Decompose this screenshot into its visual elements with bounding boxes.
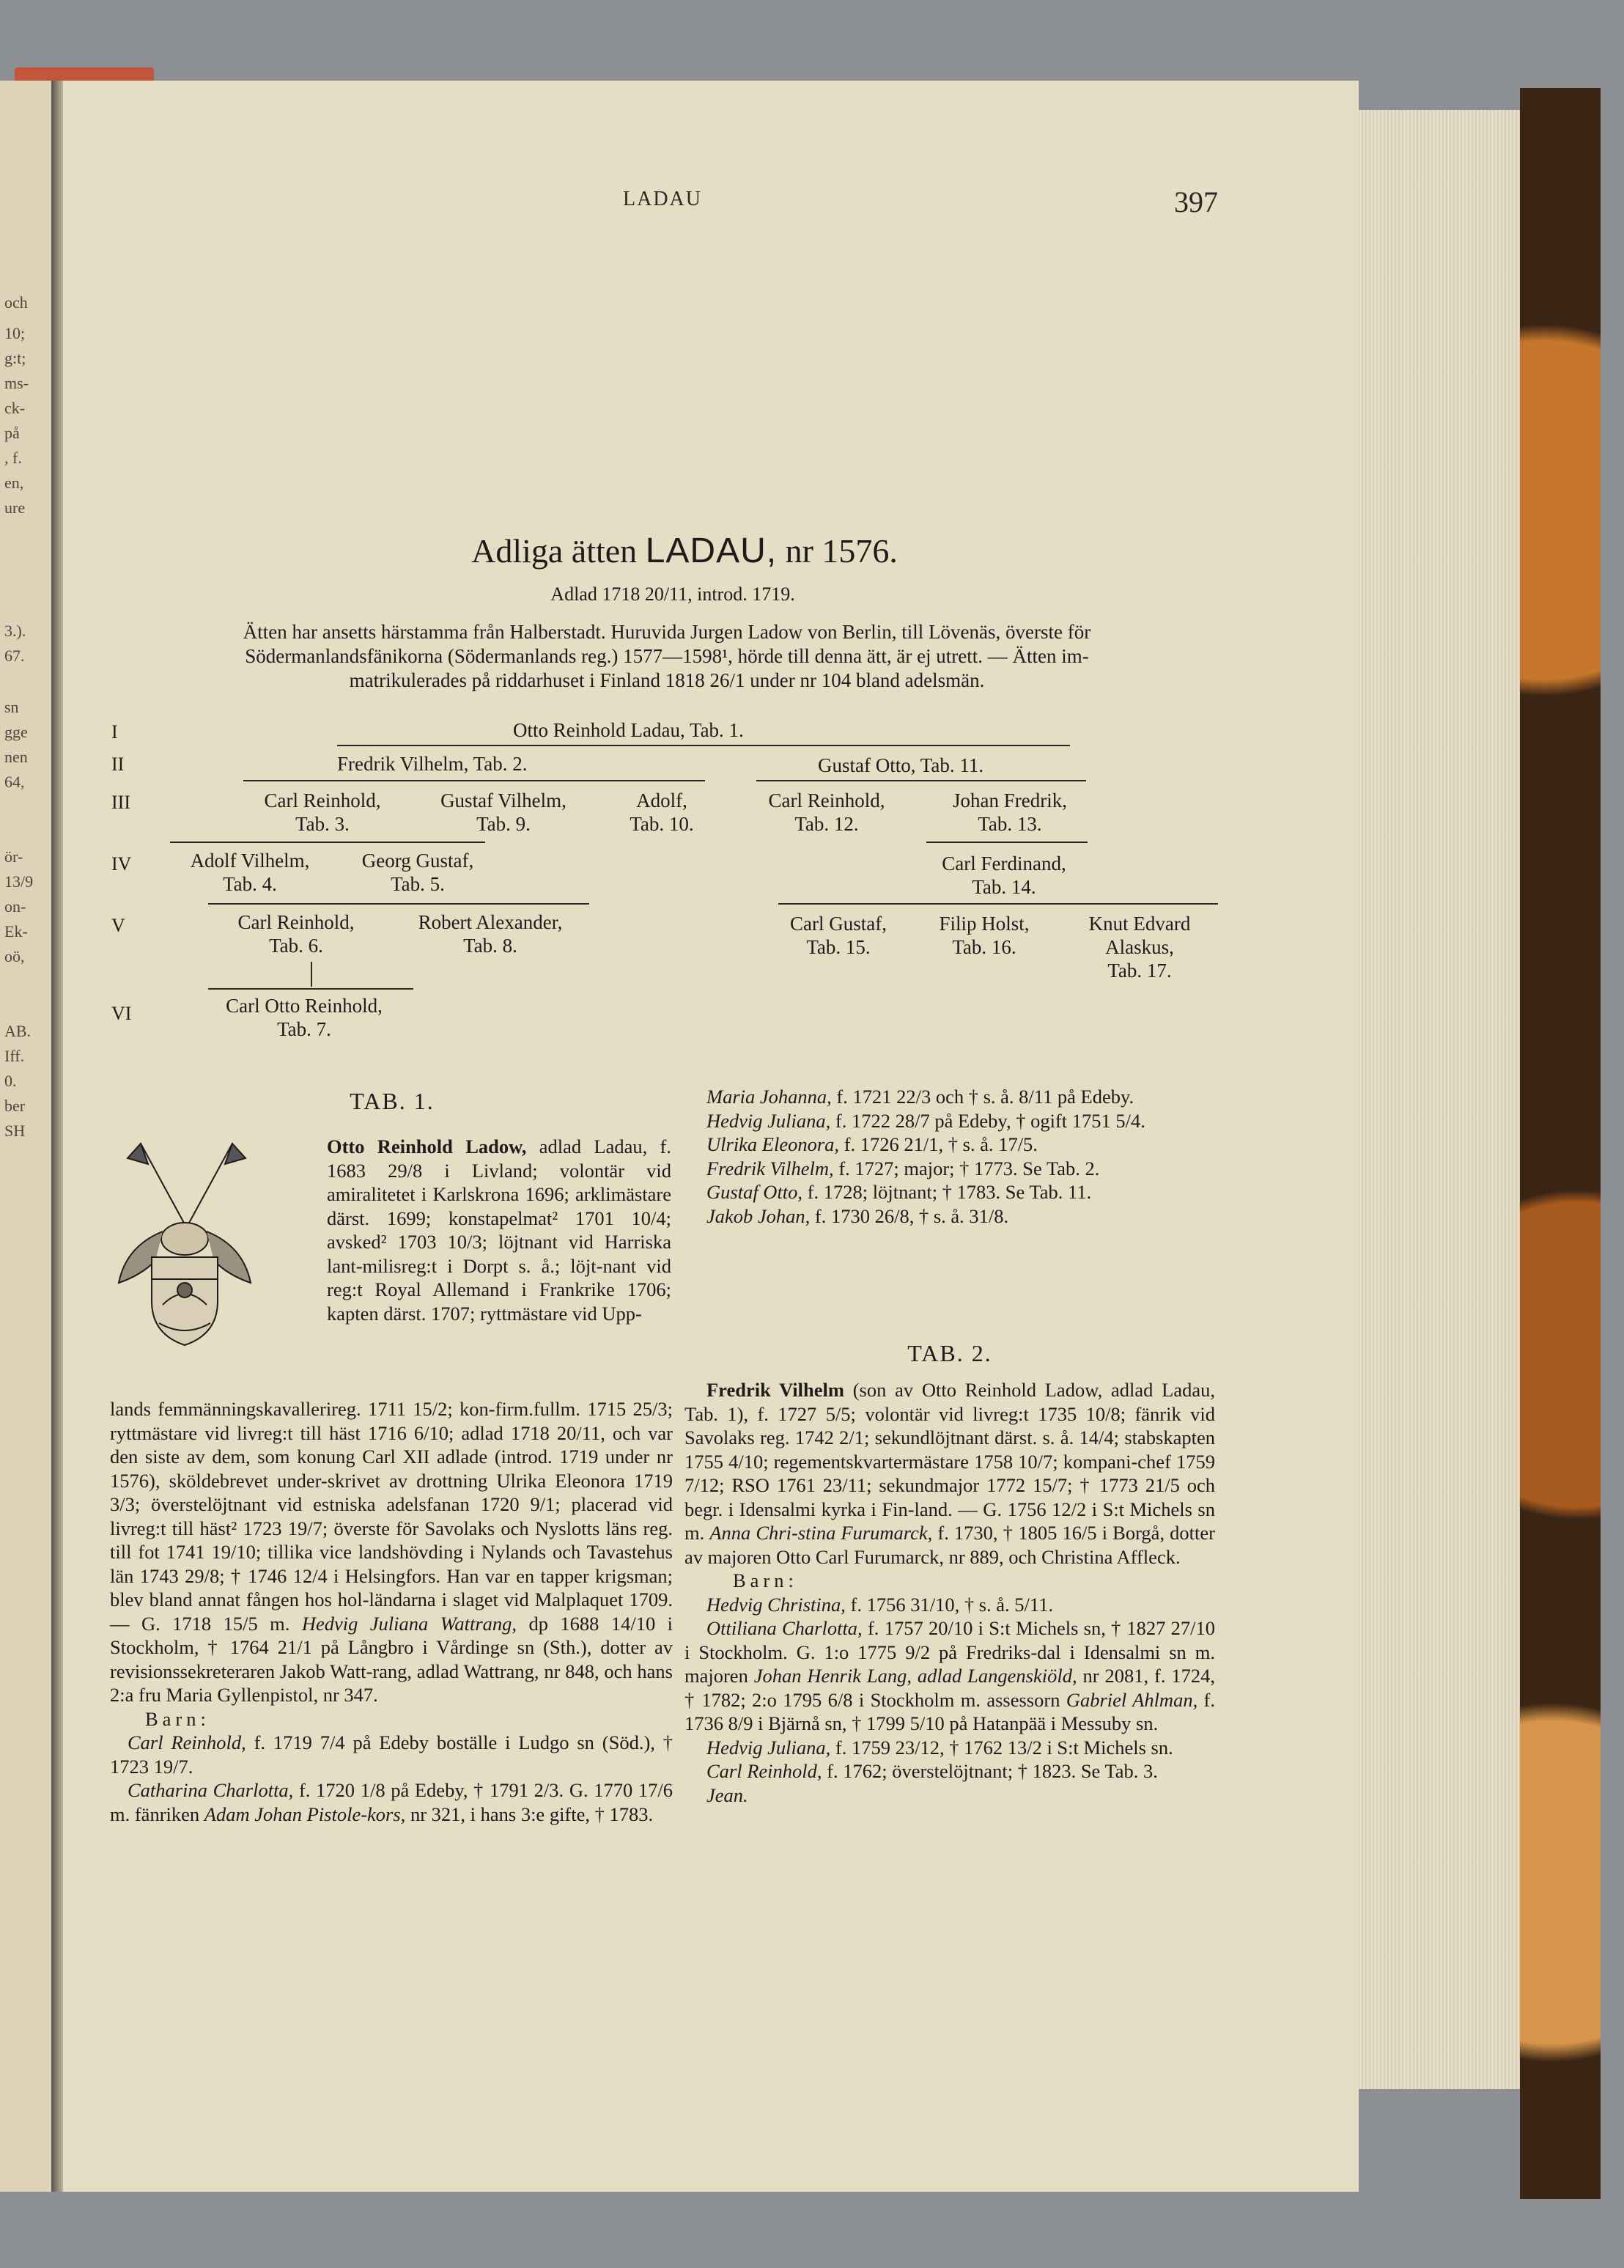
child-text: f. 1730 26/8, † s. å. 31/8.	[810, 1204, 1009, 1227]
child-text: f. 1728; löjtnant; † 1783. Se Tab. 11.	[802, 1181, 1092, 1203]
tree-person	[753, 789, 900, 836]
child-name: Ulrika Eleonora,	[706, 1133, 840, 1155]
tree-person	[391, 910, 589, 957]
intro-line: Södermanlandsfänikorna (Södermanlands reg.) 1577—1598¹, hörde till denna ätt, är ej utrett. — Ätten im-	[245, 645, 1089, 667]
tab2-child-text: f. 1756 31/10, † s. å. 5/11.	[845, 1593, 1054, 1616]
tree-tab: Tab. 9.	[476, 813, 531, 835]
left-fragment: , f.	[4, 449, 22, 467]
tab1-child-husband: Adam Johan Pistole-kors,	[204, 1803, 406, 1825]
intro-line: Ätten har ansetts härstamma från Halberstadt. Huruvida Jurgen Ladow von Berlin, till Lövenäs, överste för	[243, 621, 1091, 643]
tree-name: Johan Fredrik,	[953, 789, 1067, 811]
tree-tab: Tab. 10.	[630, 813, 694, 835]
left-page-fragment	[0, 81, 51, 2192]
left-fragment: SH	[4, 1122, 26, 1140]
left-fragment: på	[4, 424, 20, 442]
left-fragment: oö,	[4, 947, 25, 965]
child-name: Maria Johanna,	[706, 1086, 832, 1108]
child-name: Hedvig Juliana,	[706, 1109, 831, 1132]
tab2-child-husband: Johan Henrik Lang, adlad Langenskiöld,	[753, 1665, 1077, 1687]
tree-tab: Tab. 16.	[952, 936, 1016, 958]
left-fragment: Iff.	[4, 1047, 25, 1065]
tree-person	[922, 912, 1047, 959]
book-gutter	[51, 81, 63, 2192]
tab2-child-name: Ottiliana Charlotta,	[706, 1617, 863, 1639]
tab2-child-name: Carl Reinhold,	[706, 1760, 822, 1782]
child-name: Gustaf Otto,	[706, 1181, 803, 1203]
tree-brace	[778, 903, 1218, 912]
left-fragment: Ek-	[4, 922, 28, 940]
tab2-column	[684, 1378, 1215, 1807]
intro-line: matrikulerades på riddarhuset i Finland 1818 26/1 under nr 104 bland adelsmän.	[349, 669, 985, 691]
tab1-body-main: lands femmänningskavallerireg. 1711 15/2; kon-firm.fullm. 1715 25/3; ryttmästare vid livreg:t till häst 1716 6/10; adlad 1718 20/11, och var den siste av dem, som konung Carl XII adlade (introd. 1719 under nr 1576), sköldebrevet under-skrivet av drottning Ulrika Eleonora 1719 3/3; överstelöjtnant vid estniska adelsfanan 1720 9/1; placerad vid livreg:t till häst² 1723 19/7; överste för Savolaks och Nyslotts läns reg. till fot 1741 19/10; tillika vice landshövding i Nylands och Tavastehus län 1743 29/8; † 1746 12/4 i Helsingfors. Han var en tapper krigsman; blev bland annat fången hos hol-ländarna i slaget vid Malplaquet 1709. — G. 1718 15/5 m.	[110, 1398, 673, 1635]
tree-name: Filip Holst,	[939, 913, 1030, 935]
left-fragment: ms-	[4, 374, 29, 392]
left-fragment: nen	[4, 748, 28, 766]
tab2-child-name: Jean.	[706, 1783, 748, 1806]
tree-tab: Tab. 14.	[972, 876, 1036, 898]
generation-label: IV	[111, 853, 132, 875]
tree-tab: Tab. 4.	[223, 873, 277, 895]
left-fragment: AB.	[4, 1022, 32, 1040]
tree-tab: Tab. 7.	[277, 1018, 331, 1040]
tree-name: Carl Ferdinand,	[942, 853, 1066, 875]
tree-name: Robert Alexander,	[418, 911, 563, 933]
left-fragment: och	[4, 293, 28, 312]
tab2-child-text: f. 1759 23/12, † 1762 13/2 i S:t Michels sn.	[830, 1736, 1173, 1759]
child-text: f. 1721 22/3 och † s. å. 8/11 på Edeby.	[831, 1086, 1134, 1108]
tab2-wife: Anna Chri-stina Furumarck,	[709, 1522, 933, 1544]
ennoblement-line: Adlad 1718 20/11, introd. 1719.	[550, 583, 795, 605]
left-fragment: on-	[4, 897, 26, 916]
child-name: Jakob Johan,	[706, 1204, 811, 1227]
tree-person	[1063, 912, 1217, 982]
child-text: f. 1722 28/7 på Edeby, † ogift 1751 5/4.	[830, 1109, 1145, 1132]
tree-person	[929, 789, 1090, 836]
tree-person-fredrik-vilhelm: Fredrik Vilhelm, Tab. 2.	[337, 753, 528, 775]
left-fragment: 64,	[4, 773, 25, 791]
tab1-child-text: f. 1719 7/4 på Edeby boställe i Ludgo sn (Söd.), † 1723 19/7.	[110, 1731, 673, 1778]
left-fragment: gge	[4, 723, 28, 741]
tree-name: Carl Reinhold,	[768, 789, 885, 811]
tab2-lead-rest: (son av Otto Reinhold Ladow, adlad Ladau, Tab. 1), f. 1727 5/5; volontär vid livreg:t 1735 10/8; fänrik vid Savolaks reg. 1742 2/1; sekundlöjtnant därst. s. å. 14/4; stabskapten 1755 4/10; regementskvartermästare 1758 10/7; kompani-chef 1759 7/12; RSO 1761 23/11; sekundmajor 1772 15/7; † 1773 21/5 och begr. i Idensalmi kyrka i Fin-land. — G. 1756 12/2 i S:t Michels sn m.	[684, 1379, 1216, 1544]
tab2-child-text: f. 1762; överstelöjtnant; † 1823. Se Tab. 3.	[822, 1760, 1158, 1782]
left-fragment: 67.	[4, 647, 25, 665]
tree-tab: Tab. 13.	[978, 813, 1042, 835]
tab1-barn: Barn:	[145, 1707, 210, 1730]
child-text: f. 1726 21/1, † s. å. 17/5.	[839, 1133, 1038, 1155]
tab1-body-end: dp 1688 14/10 i Stockholm, † 1764 21/1 på Långbro i Vårdinge sn (Sth.), dotter av revisionssekreteraren Jakob Watt-rang, adlad Wattrang, nr 848, och hans 2:a fru Maria Gyllenpistol, nr 347.	[110, 1612, 673, 1706]
tab2-barn: Barn:	[733, 1569, 798, 1591]
title-suffix: nr 1576.	[785, 532, 898, 570]
left-fragment: ck-	[4, 399, 26, 417]
tab1-lead-name: Otto Reinhold Ladow,	[327, 1135, 527, 1157]
right-column-children	[684, 1085, 1215, 1228]
left-fragment: ber	[4, 1097, 26, 1115]
generation-label: II	[111, 754, 125, 775]
tree-tab: Tab. 6.	[269, 935, 323, 957]
tab1-lead-rest: adlad Ladau, f. 1683 29/8 i Livland; volontär vid amiralitetet i Karlskrona 1696; arklimästare därst. 1699; konstapelmat² 1701 10/4; avsked² 1703 10/3; löjtnant vid Harriska lant-milisreg:t i Dorpt s. å.; löjt-nant vid reg:t Royal Allemand i Frankrike 1706; kapten därst. 1707; ryttmästare vid Upp-	[327, 1135, 671, 1325]
tab2-child-name: Hedvig Juliana,	[706, 1736, 831, 1759]
tab2-child-husband: Gabriel Ahlman,	[1066, 1688, 1198, 1711]
tree-brace	[756, 780, 1086, 789]
tab1-lead-paragraph	[327, 1135, 671, 1325]
tree-tab: Tab. 17.	[1107, 960, 1172, 982]
tree-name: Carl Otto Reinhold,	[226, 995, 383, 1017]
marbled-cover	[1520, 88, 1601, 2199]
tree-tab: Tab. 15.	[806, 936, 871, 958]
title-prefix: Adliga ätten	[471, 532, 638, 570]
tree-name: Adolf Vilhelm,	[190, 850, 310, 872]
left-fragment: ör-	[4, 847, 23, 866]
tree-person	[173, 849, 327, 896]
tab2-heading: TAB. 2.	[907, 1340, 992, 1366]
running-title: LADAU	[623, 188, 702, 210]
tree-brace	[926, 842, 1088, 850]
left-fragment: 0.	[4, 1072, 17, 1090]
family-title	[0, 531, 1369, 571]
intro-paragraph	[111, 620, 1222, 693]
child-text: f. 1727; major; † 1773. Se Tab. 2.	[833, 1157, 1100, 1179]
left-fragment: 3.).	[4, 622, 26, 640]
tree-person	[344, 849, 491, 896]
tree-person-otto-reinhold: Otto Reinhold Ladau, Tab. 1.	[513, 719, 744, 741]
tree-person	[614, 789, 709, 836]
tree-tab: Tab. 12.	[794, 813, 859, 835]
generation-label: III	[111, 792, 130, 813]
child-name: Fredrik Vilhelm,	[706, 1157, 834, 1179]
page-number: 397	[1174, 185, 1218, 218]
tree-person	[419, 789, 588, 836]
family-name: LADAU,	[645, 531, 778, 570]
tab1-wife: Hedvig Juliana Wattrang,	[301, 1612, 517, 1635]
tab2-child-name: Hedvig Christina,	[706, 1593, 846, 1616]
left-fragment: g:t;	[4, 349, 26, 367]
tree-name: Carl Gustaf,	[790, 913, 887, 935]
tree-person	[916, 852, 1092, 899]
tree-tab: Alaskus,	[1105, 936, 1174, 958]
tree-name: Gustaf Vilhelm,	[440, 789, 566, 811]
tab1-child-name: Carl Reinhold,	[128, 1731, 246, 1753]
tab2-child-end: f. 1736 8/9 i Bjärnå sn, † 1799 5/10 på Hatanpää i Messuby sn.	[684, 1688, 1216, 1734]
tab2-child-text: f. 1757 20/10 i S:t Michels sn, † 1827 27/10 i Stockholm. G. 1:o 1775 9/2 på Fredriks-dal i Idensalmi sn m. majoren	[684, 1617, 1215, 1687]
tab1-child-text: f. 1720 1/8 på Edeby, † 1791 2/3. G. 1770 17/6 m. fänriken	[110, 1779, 673, 1825]
tree-person	[772, 912, 904, 959]
tree-name: Knut Edvard	[1088, 913, 1191, 935]
left-fragment: ure	[4, 498, 26, 517]
tree-person	[215, 910, 377, 957]
tree-person	[191, 994, 418, 1041]
tree-tab: Tab. 5.	[391, 873, 445, 895]
generation-label: VI	[111, 1003, 132, 1024]
tree-name: Carl Reinhold,	[237, 911, 355, 933]
tab1-column	[110, 1397, 673, 1826]
generation-label: V	[111, 915, 125, 936]
left-fragment: 10;	[4, 324, 26, 342]
tab2-child-mid: nr 2081, f. 1724, † 1782; 2:o 1795 6/8 i Stockholm m. assessorn	[684, 1665, 1216, 1711]
tab2-lead-name: Fredrik Vilhelm	[706, 1379, 844, 1401]
tree-name: Carl Reinhold,	[264, 789, 381, 811]
tree-name: Adolf,	[636, 789, 687, 811]
tree-stem	[311, 962, 312, 987]
left-fragment: sn	[4, 698, 19, 716]
heraldic-shield-icon	[111, 1136, 258, 1356]
left-fragment: en,	[4, 474, 24, 492]
tree-brace	[243, 780, 705, 789]
tree-person	[249, 789, 396, 836]
tree-tab: Tab. 8.	[463, 935, 517, 957]
tab1-heading: TAB. 1.	[350, 1088, 435, 1114]
tab1-child-name: Catharina Charlotta,	[128, 1779, 294, 1801]
tree-name: Georg Gustaf,	[361, 850, 474, 872]
tab1-child-end: nr 321, i hans 3:e gifte, † 1783.	[405, 1803, 654, 1825]
page-edges	[1359, 110, 1520, 2089]
left-fragment: 13/9	[4, 872, 34, 891]
generation-label: I	[111, 721, 118, 743]
tab2-wife-rest: f. 1730, † 1805 16/5 i Borgå, dotter av majoren Otto Carl Furumarck, nr 889, och Christina Affleck.	[684, 1522, 1215, 1568]
tree-tab: Tab. 3.	[295, 813, 350, 835]
tree-person-gustaf-otto: Gustaf Otto, Tab. 11.	[818, 754, 984, 776]
